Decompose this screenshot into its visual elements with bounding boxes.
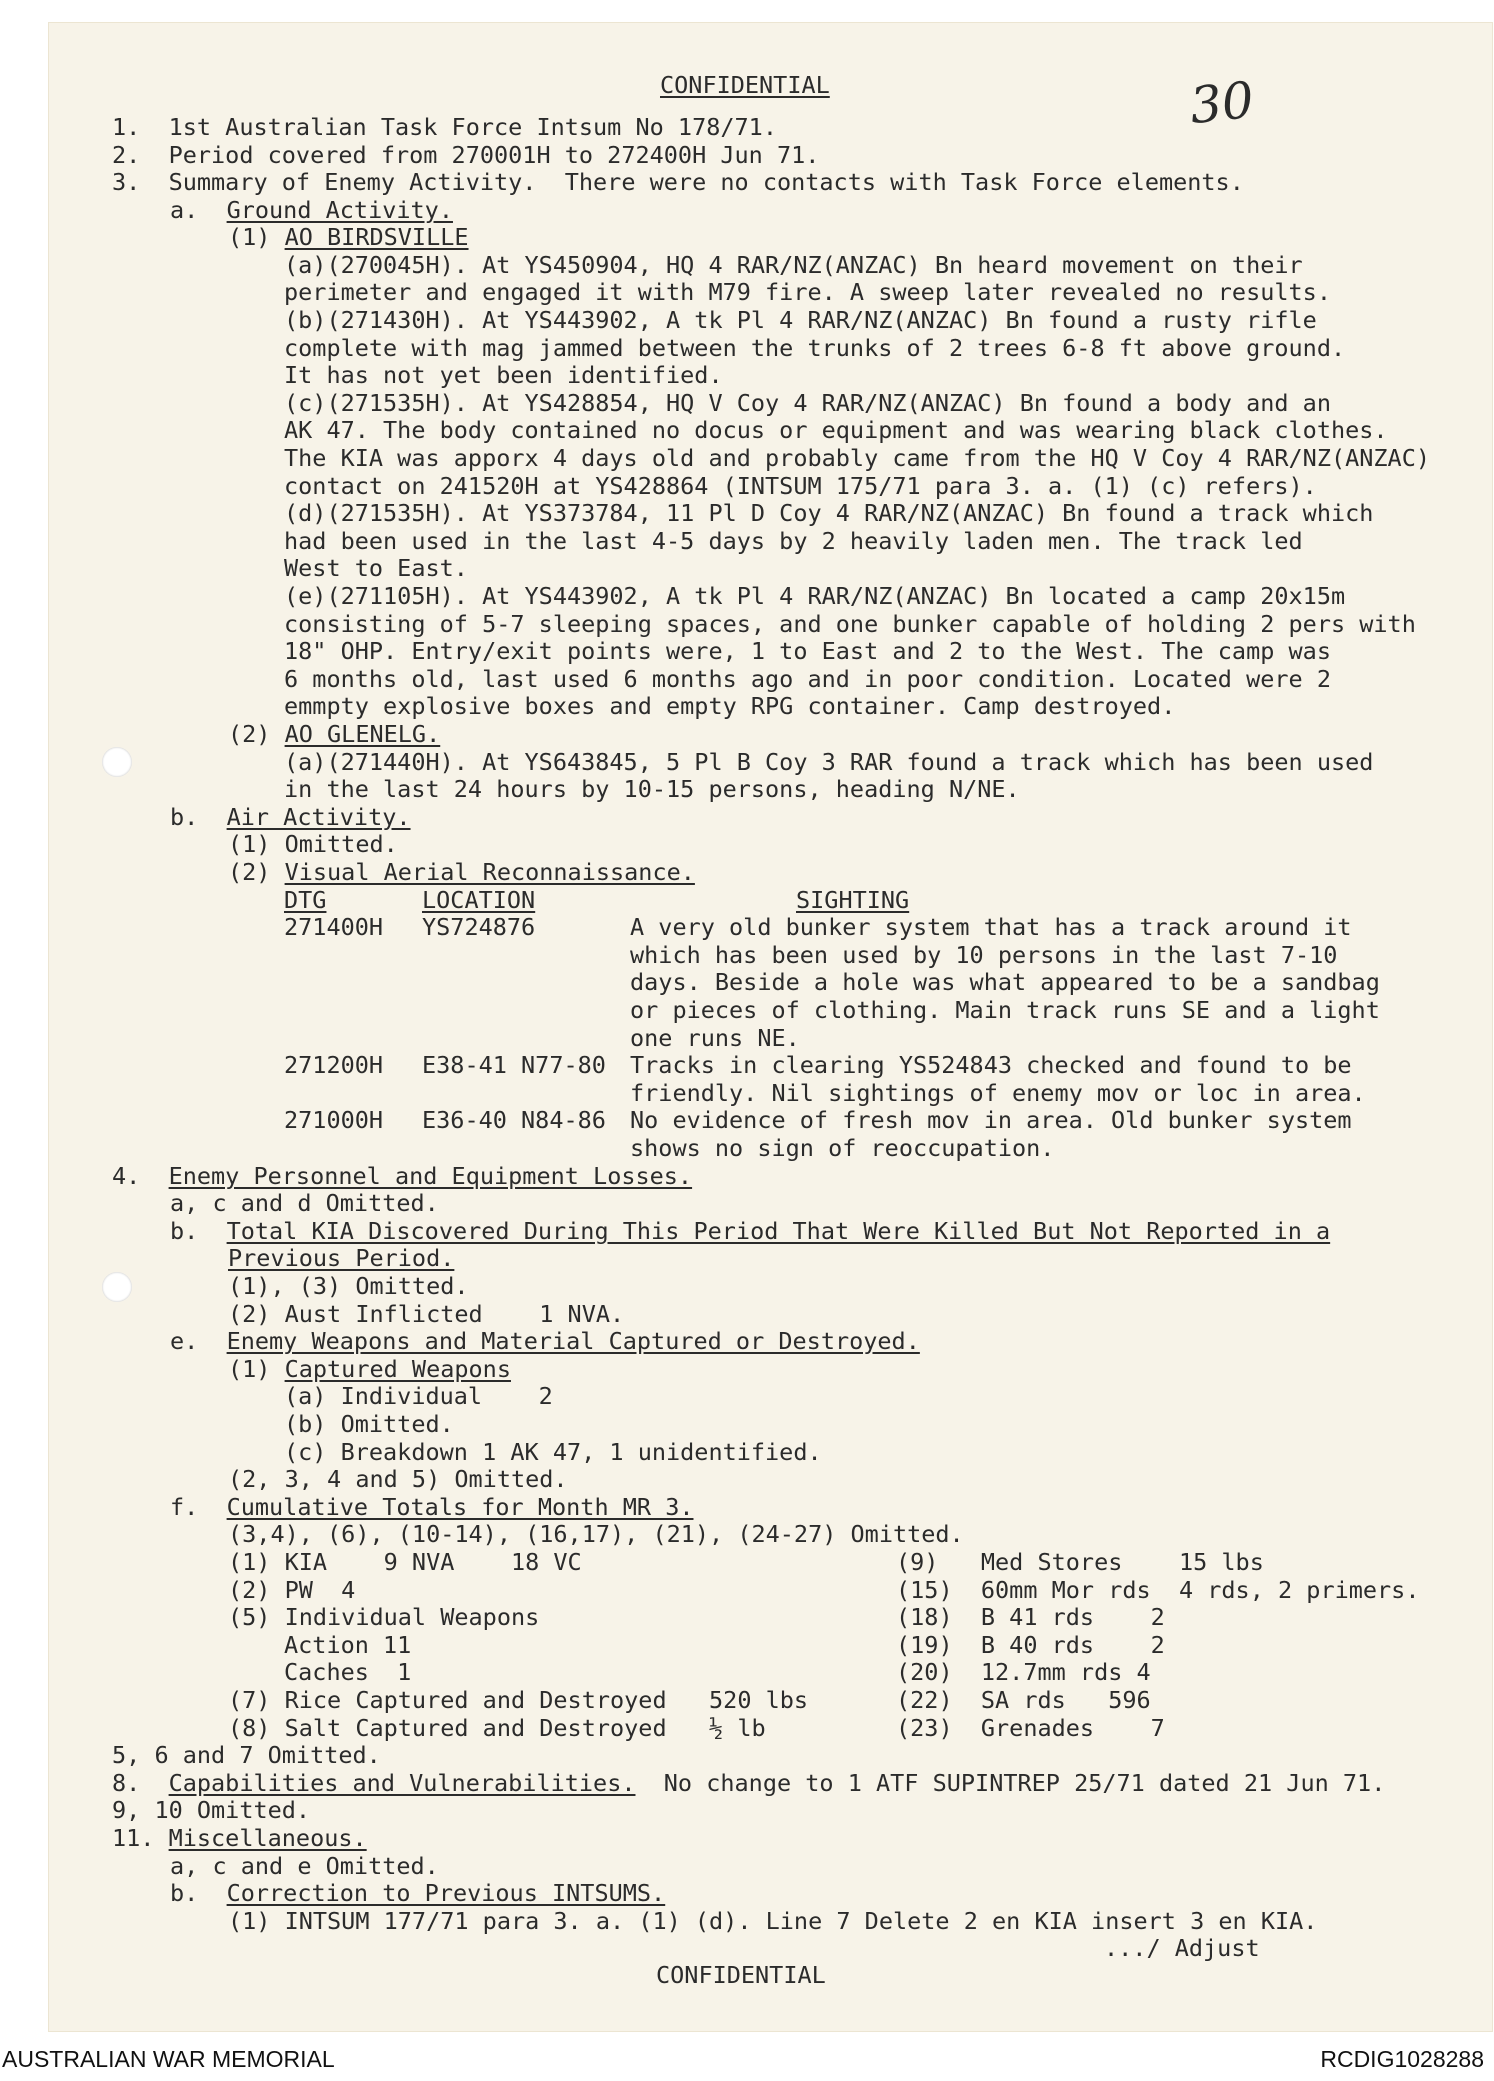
line-text: (e)(271105H). At YS443902, A tk Pl 4 RAR/NZ(ANZAC) Bn located a camp 20x15m bbox=[284, 582, 1346, 610]
archive-label-left: AUSTRALIAN WAR MEMORIAL bbox=[2, 2046, 335, 2072]
document-line bbox=[284, 528, 1303, 556]
line-text: E38-41 N77-80 bbox=[422, 1051, 606, 1079]
document-line bbox=[284, 749, 1373, 777]
line-text: (5) Individual Weapons bbox=[228, 1603, 540, 1631]
underlined-heading: Correction to Previous INTSUMS. bbox=[226, 1879, 666, 1907]
line-text: 11. bbox=[112, 1824, 169, 1852]
line-text: in the last 24 hours by 10-15 persons, heading N/NE. bbox=[284, 775, 1020, 803]
line-text: b. bbox=[170, 1217, 227, 1245]
line-text: emmpty explosive boxes and empty RPG container. Camp destroyed. bbox=[284, 692, 1176, 720]
document-line bbox=[284, 1107, 383, 1135]
document-line bbox=[228, 1604, 539, 1632]
document-line bbox=[630, 1025, 800, 1053]
line-text: (19) B 40 rds 2 bbox=[896, 1631, 1165, 1659]
line-text: 2. Period covered from 270001H to 272400H Jun 71. bbox=[112, 141, 820, 169]
document-line bbox=[284, 1052, 383, 1080]
line-text: or pieces of clothing. Main track runs SE and a light bbox=[630, 996, 1380, 1024]
line-text: (2) PW 4 bbox=[228, 1576, 356, 1604]
document-line bbox=[1104, 1935, 1260, 1963]
line-text: a, c and e Omitted. bbox=[170, 1852, 439, 1880]
document-line bbox=[284, 252, 1303, 280]
document-line bbox=[630, 1135, 1054, 1163]
document-line bbox=[284, 390, 1331, 418]
line-text: a, c and d Omitted. bbox=[170, 1189, 439, 1217]
line-text: (a)(271440H). At YS643845, 5 Pl B Coy 3 RAR found a track which has been used bbox=[284, 748, 1374, 776]
line-text: consisting of 5-7 sleeping spaces, and one bunker capable of holding 2 pers with bbox=[284, 610, 1416, 638]
line-text: 8. bbox=[112, 1769, 169, 1797]
document-line bbox=[112, 114, 777, 142]
line-text: one runs NE. bbox=[630, 1024, 800, 1052]
underlined-heading: AO BIRDSVILLE bbox=[284, 223, 469, 251]
line-text: shows no sign of reoccupation. bbox=[630, 1134, 1055, 1162]
line-text: (1) Omitted. bbox=[228, 830, 398, 858]
line-text: It has not yet been identified. bbox=[284, 361, 723, 389]
line-text: 18" OHP. Entry/exit points were, 1 to East and 2 to the West. The camp was bbox=[284, 637, 1331, 665]
line-text: 3. Summary of Enemy Activity. There were no contacts with Task Force elements. bbox=[112, 168, 1244, 196]
line-text: complete with mag jammed between the trunks of 2 trees 6-8 ft above ground. bbox=[284, 334, 1346, 362]
underlined-heading: Capabilities and Vulnerabilities. bbox=[168, 1769, 636, 1797]
document-line bbox=[228, 1356, 511, 1384]
line-text: contact on 241520H at YS428864 (INTSUM 175/71 para 3. a. (1) (c) refers). bbox=[284, 472, 1317, 500]
document-line bbox=[284, 914, 383, 942]
document-line bbox=[170, 1218, 1330, 1246]
document-line bbox=[228, 1549, 582, 1577]
line-text: (a) Individual 2 bbox=[284, 1382, 553, 1410]
underlined-heading: Total KIA Discovered During This Period That Were Killed But Not Reported in a bbox=[226, 1217, 1331, 1245]
document-line bbox=[170, 1853, 439, 1881]
document-line bbox=[630, 942, 1337, 970]
footer-classification: CONFIDENTIAL bbox=[656, 1961, 826, 1989]
document-line bbox=[284, 335, 1345, 363]
line-text: (1) INTSUM 177/71 para 3. a. (1) (d). Line 7 Delete 2 en KIA insert 3 en KIA. bbox=[228, 1907, 1318, 1935]
underlined-heading: Enemy Personnel and Equipment Losses. bbox=[168, 1162, 693, 1190]
document-line bbox=[112, 1163, 692, 1191]
line-text: 271400H bbox=[284, 913, 384, 941]
line-text: b. bbox=[170, 1879, 227, 1907]
document-line bbox=[284, 638, 1331, 666]
underlined-heading: AO GLENELG. bbox=[284, 720, 441, 748]
line-text: (c) Breakdown 1 AK 47, 1 unidentified. bbox=[284, 1438, 822, 1466]
line-text: Tracks in clearing YS524843 checked and found to be bbox=[630, 1051, 1352, 1079]
document-line bbox=[228, 1715, 766, 1743]
document-line bbox=[422, 1052, 606, 1080]
document-line bbox=[228, 859, 695, 887]
line-text: 4. bbox=[112, 1162, 169, 1190]
document-line bbox=[422, 914, 535, 942]
line-text: (b) Omitted. bbox=[284, 1410, 454, 1438]
line-text: (3,4), (6), (10-14), (16,17), (21), (24-27) Omitted. bbox=[228, 1520, 964, 1548]
line-text: 271000H bbox=[284, 1106, 384, 1134]
line-text: .../ Adjust bbox=[1104, 1934, 1260, 1962]
document-line bbox=[630, 914, 1352, 942]
document-line bbox=[228, 831, 398, 859]
document-line bbox=[896, 1577, 1419, 1605]
line-text: b. bbox=[170, 803, 227, 831]
document-line bbox=[630, 997, 1380, 1025]
line-text: The KIA was apporx 4 days old and probably came from the HQ V Coy 4 RAR/NZ(ANZAC) bbox=[284, 444, 1431, 472]
document-line bbox=[284, 583, 1345, 611]
document-line bbox=[170, 1328, 920, 1356]
document-line bbox=[284, 473, 1317, 501]
document-line bbox=[112, 142, 819, 170]
line-text: (23) Grenades 7 bbox=[896, 1714, 1165, 1742]
underlined-heading: SIGHTING bbox=[796, 886, 910, 914]
document-line bbox=[422, 887, 535, 915]
line-text-continued: No change to 1 ATF SUPINTREP 25/71 dated 21 Jun 71. bbox=[635, 1769, 1386, 1797]
line-text: had been used in the last 4-5 days by 2 heavily laden men. The track led bbox=[284, 527, 1303, 555]
line-text: 9, 10 Omitted. bbox=[112, 1796, 311, 1824]
underlined-heading: LOCATION bbox=[422, 886, 536, 914]
underlined-heading: Captured Weapons bbox=[284, 1355, 511, 1383]
line-text: e. bbox=[170, 1327, 227, 1355]
line-text: (20) 12.7mm rds 4 bbox=[896, 1658, 1151, 1686]
line-text: which has been used by 10 persons in the last 7-10 bbox=[630, 941, 1338, 969]
line-text: f. bbox=[170, 1493, 227, 1521]
line-text: days. Beside a hole was what appeared to be a sandbag bbox=[630, 968, 1380, 996]
underlined-heading: Cumulative Totals for Month MR 3. bbox=[226, 1493, 694, 1521]
document-line bbox=[896, 1632, 1165, 1660]
document-line bbox=[896, 1659, 1151, 1687]
document-line bbox=[112, 1797, 310, 1825]
underlined-heading: Ground Activity. bbox=[226, 196, 453, 224]
line-text: (a)(270045H). At YS450904, HQ 4 RAR/NZ(ANZAC) Bn heard movement on their bbox=[284, 251, 1303, 279]
punch-hole-lower bbox=[102, 1272, 132, 1302]
line-text: a. bbox=[170, 196, 227, 224]
document-line bbox=[284, 1383, 553, 1411]
document-line bbox=[896, 1549, 1264, 1577]
line-text: (b)(271430H). At YS443902, A tk Pl 4 RAR/NZ(ANZAC) Bn found a rusty rifle bbox=[284, 306, 1317, 334]
line-text: (d)(271535H). At YS373784, 11 Pl D Coy 4 RAR/NZ(ANZAC) Bn found a track which bbox=[284, 499, 1374, 527]
document-line bbox=[284, 1659, 411, 1687]
line-text: (15) 60mm Mor rds 4 rds, 2 primers. bbox=[896, 1576, 1420, 1604]
document-line bbox=[284, 776, 1020, 804]
document-line bbox=[630, 1107, 1352, 1135]
line-text: perimeter and engaged it with M79 fire. A sweep later revealed no results. bbox=[284, 278, 1331, 306]
line-text: Caches 1 bbox=[284, 1658, 412, 1686]
document-line bbox=[284, 1632, 411, 1660]
document-line bbox=[228, 1466, 568, 1494]
line-text: (c)(271535H). At YS428854, HQ V Coy 4 RAR/NZ(ANZAC) Bn found a body and an bbox=[284, 389, 1331, 417]
document-line bbox=[228, 1245, 454, 1273]
document-line bbox=[422, 1107, 606, 1135]
line-text: (18) B 41 rds 2 bbox=[896, 1603, 1165, 1631]
line-text: AK 47. The body contained no docus or equipment and was wearing black clothes. bbox=[284, 416, 1388, 444]
document-line bbox=[228, 1521, 964, 1549]
document-line bbox=[630, 969, 1380, 997]
document-line bbox=[170, 1494, 693, 1522]
header-classification: CONFIDENTIAL bbox=[660, 71, 830, 99]
document-line bbox=[284, 500, 1373, 528]
document-line bbox=[284, 693, 1175, 721]
line-text: A very old bunker system that has a track around it bbox=[630, 913, 1352, 941]
document-line bbox=[284, 279, 1331, 307]
line-text: (2) bbox=[228, 720, 285, 748]
line-text: (7) Rice Captured and Destroyed 520 lbs bbox=[228, 1686, 809, 1714]
document-line bbox=[896, 1687, 1151, 1715]
line-text: YS724876 bbox=[422, 913, 536, 941]
document-line bbox=[284, 555, 468, 583]
document-line bbox=[284, 611, 1416, 639]
document-line bbox=[896, 1715, 1165, 1743]
line-text: (22) SA rds 596 bbox=[896, 1686, 1151, 1714]
handwritten-page-number: 30 bbox=[1187, 70, 1257, 136]
underlined-heading: Air Activity. bbox=[226, 803, 411, 831]
document-line bbox=[630, 1080, 1366, 1108]
document-line bbox=[284, 445, 1430, 473]
line-text: (9) Med Stores 15 lbs bbox=[896, 1548, 1264, 1576]
document-line bbox=[228, 1301, 624, 1329]
document-line bbox=[284, 666, 1331, 694]
document-line bbox=[284, 1439, 822, 1467]
underlined-heading: Miscellaneous. bbox=[168, 1824, 367, 1852]
line-text: (2, 3, 4 and 5) Omitted. bbox=[228, 1465, 568, 1493]
line-text: 271200H bbox=[284, 1051, 384, 1079]
document-line bbox=[112, 1770, 1385, 1798]
document-line bbox=[228, 1273, 469, 1301]
underlined-heading: DTG bbox=[284, 886, 327, 914]
document-line bbox=[284, 417, 1388, 445]
line-text: 5, 6 and 7 Omitted. bbox=[112, 1741, 381, 1769]
document-line bbox=[228, 224, 469, 252]
line-text: (1) KIA 9 NVA 18 VC bbox=[228, 1548, 582, 1576]
document-line bbox=[112, 1742, 381, 1770]
document-line bbox=[284, 307, 1317, 335]
document-line bbox=[170, 197, 453, 225]
line-text: No evidence of fresh mov in area. Old bunker system bbox=[630, 1106, 1352, 1134]
document-line bbox=[112, 1825, 367, 1853]
document-line bbox=[228, 1908, 1317, 1936]
line-text: 1. 1st Australian Task Force Intsum No 178/71. bbox=[112, 113, 777, 141]
underlined-heading: Visual Aerial Reconnaissance. bbox=[284, 858, 695, 886]
document-line bbox=[284, 362, 723, 390]
document-line bbox=[896, 1604, 1165, 1632]
line-text: 6 months old, last used 6 months ago and in poor condition. Located were 2 bbox=[284, 665, 1331, 693]
line-text: (1) bbox=[228, 223, 285, 251]
document-line bbox=[228, 721, 440, 749]
line-text: (1) bbox=[228, 1355, 285, 1383]
document-line bbox=[228, 1687, 808, 1715]
line-text: (8) Salt Captured and Destroyed ½ lb bbox=[228, 1714, 766, 1742]
document-line bbox=[284, 1411, 454, 1439]
line-text: (2) bbox=[228, 858, 285, 886]
document-line bbox=[170, 1190, 439, 1218]
underlined-heading: Enemy Weapons and Material Captured or Destroyed. bbox=[226, 1327, 920, 1355]
document-line bbox=[630, 1052, 1352, 1080]
underlined-heading: Previous Period. bbox=[228, 1244, 455, 1272]
line-text: West to East. bbox=[284, 554, 468, 582]
document-line bbox=[170, 1880, 665, 1908]
line-text: Action 11 bbox=[284, 1631, 412, 1659]
document-line bbox=[170, 804, 411, 832]
punch-hole-upper bbox=[102, 747, 132, 777]
document-line bbox=[284, 887, 326, 915]
line-text: (1), (3) Omitted. bbox=[228, 1272, 469, 1300]
archive-label-right: RCDIG1028288 bbox=[1320, 2046, 1484, 2072]
document-line bbox=[228, 1577, 355, 1605]
document-line bbox=[796, 887, 909, 915]
line-text: (2) Aust Inflicted 1 NVA. bbox=[228, 1300, 625, 1328]
document-line bbox=[112, 169, 1244, 197]
line-text: E36-40 N84-86 bbox=[422, 1106, 606, 1134]
line-text: friendly. Nil sightings of enemy mov or loc in area. bbox=[630, 1079, 1366, 1107]
